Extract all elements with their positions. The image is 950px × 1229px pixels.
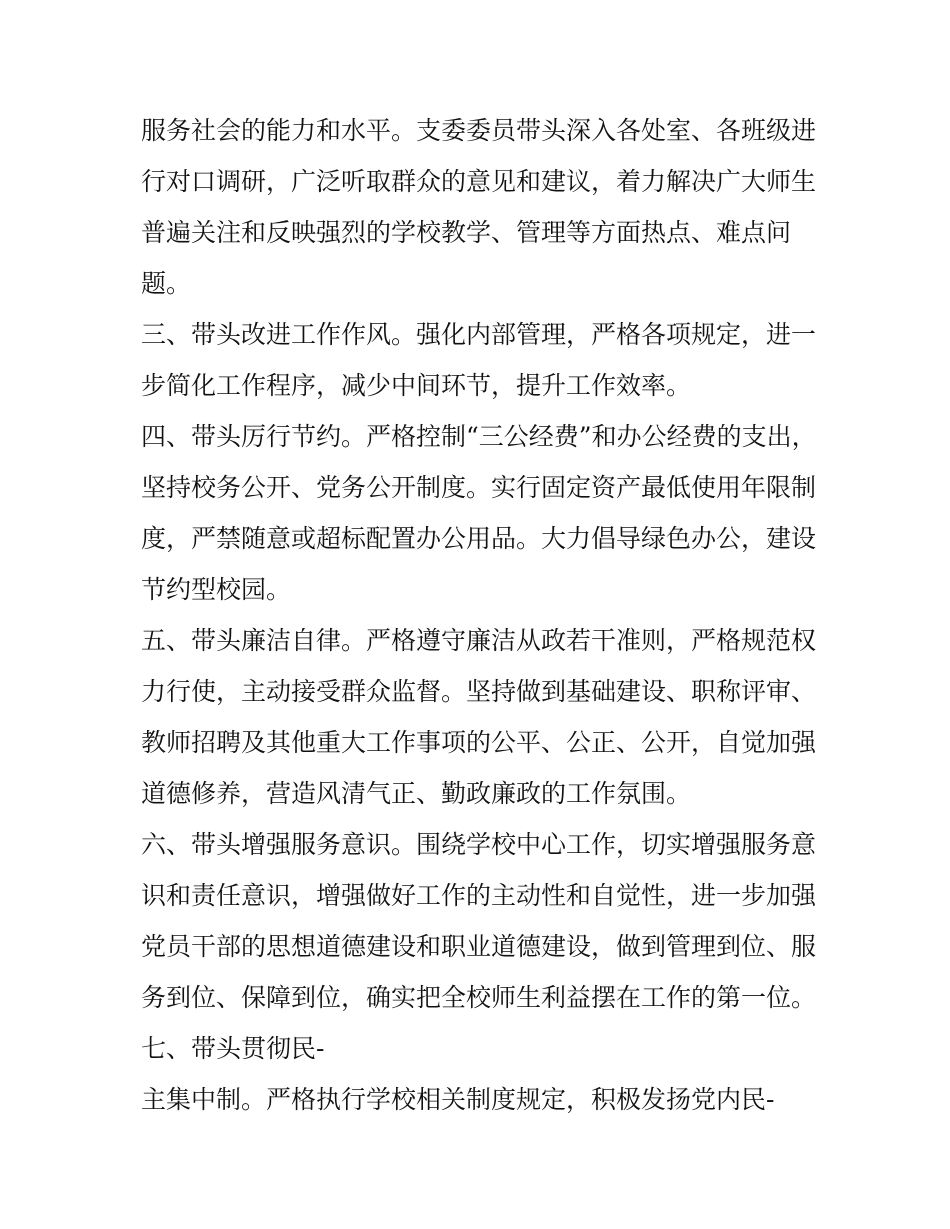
- section-six-heading-line: 六、带头增强服务意识。围绕学校中心工作，切实增强服务意: [141, 830, 817, 859]
- section-four-heading-line: 四、带头厉行节约。严格控制“三公经费”和办公经费的支出，: [141, 422, 817, 451]
- text-line: 道德修养，营造风清气正、勤政廉政的工作氛围。: [141, 779, 692, 808]
- text-line: 节约型校园。: [141, 575, 292, 604]
- text-line: 步简化工作程序，减少中间环节，提升工作效率。: [141, 371, 692, 400]
- text-line: 主集中制。严格执行学校相关制度规定，积极发扬党内民-: [141, 1085, 775, 1114]
- section-five-heading-line: 五、带头廉洁自律。严格遵守廉洁从政若干准则，严格规范权: [141, 626, 817, 655]
- text-line: 服务社会的能力和水平。支委委员带头深入各处室、各班级进: [141, 116, 817, 145]
- text-line: 普遍关注和反映强烈的学校教学、管理等方面热点、难点问: [141, 218, 792, 247]
- text-line: 党员干部的思想道德建设和职业道德建设，做到管理到位、服: [141, 932, 817, 961]
- text-line: 教师招聘及其他重大工作事项的公平、公正、公开，自觉加强: [141, 728, 817, 757]
- text-line: 题。: [141, 269, 192, 298]
- text-line: 力行使，主动接受群众监督。坚持做到基础建设、职称评审、: [141, 677, 817, 706]
- text-line: 识和责任意识，增强做好工作的主动性和自觉性，进一步加强: [141, 881, 817, 910]
- body-text: [141, 105, 821, 1125]
- text-line: 行对口调研，广泛听取群众的意见和建议，着力解决广大师生: [141, 167, 817, 196]
- section-three-heading-line: 三、带头改进工作作风。强化内部管理，严格各项规定，进一: [141, 320, 817, 349]
- text-line: 坚持校务公开、党务公开制度。实行固定资产最低使用年限制: [141, 473, 817, 502]
- section-seven-heading-line: 七、带头贯彻民-: [141, 1034, 325, 1063]
- text-line: 务到位、保障到位，确实把全校师生利益摆在工作的第一位。: [141, 983, 817, 1012]
- text-line: 度，严禁随意或超标配置办公用品。大力倡导绿色办公，建设: [141, 524, 817, 553]
